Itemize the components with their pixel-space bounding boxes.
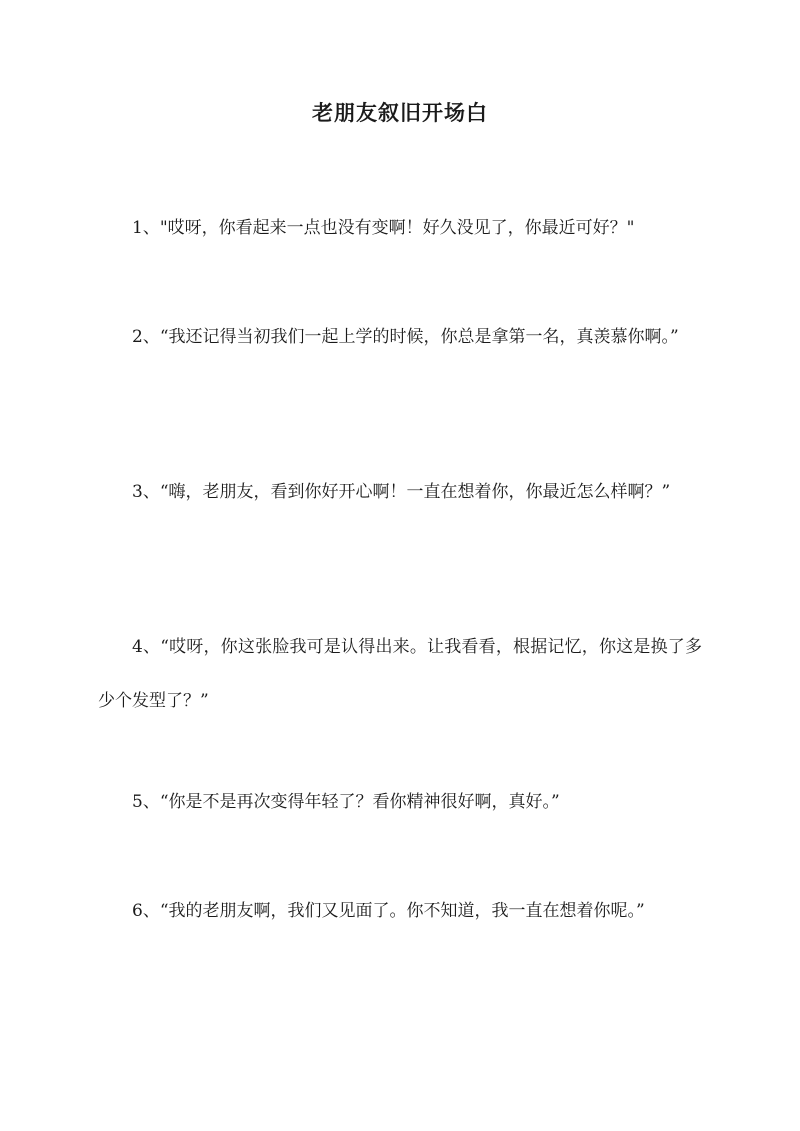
- paragraph-5: 5、“你是不是再次变得年轻了？看你精神很好啊，真好。”: [132, 792, 560, 812]
- paragraph-1: 1、"哎呀，你看起来一点也没有变啊！好久没见了，你最近可好？": [132, 218, 635, 238]
- page-title: 老朋友叙旧开场白: [312, 100, 488, 125]
- paragraph-3: 3、“嗨，老朋友，看到你好开心啊！一直在想着你，你最近怎么样啊？”: [132, 482, 671, 502]
- paragraph-6: 6、“我的老朋友啊，我们又见面了。你不知道，我一直在想着你呢。”: [132, 901, 645, 921]
- paragraph-2: 2、“我还记得当初我们一起上学的时候，你总是拿第一名，真羡慕你啊。”: [132, 327, 679, 347]
- paragraph-4: 4、“哎呀，你这张脸我可是认得出来。让我看看，根据记忆，你这是换了多少个发型了？”: [98, 637, 702, 711]
